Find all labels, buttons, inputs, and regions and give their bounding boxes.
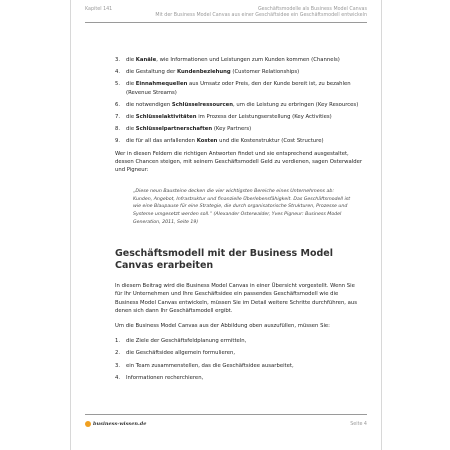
body-paragraph: In diesem Beitrag wird die Business Model Canvas in einer Übersicht vorgestellt. Wenn Sie für Ihr Unternehmen und Ihre Geschäftsidee ein passendes Geschäftsmodell wie die Business Model Canvas entwickeln, müssen Sie im Detail weitere Schritte durchführen, aus denen sich dann Ihr Geschäftsmodell ergibt. — [115, 283, 358, 314]
header-chapter: Kapitel 141 — [85, 7, 113, 12]
page-content — [115, 56, 363, 386]
list-item — [115, 137, 363, 145]
list-text: die Gestaltung der Kundenbeziehung (Customer Relationships) — [126, 69, 300, 76]
list-text: die Ziele der Geschäftsfeldplanung ermitteln, — [126, 338, 247, 345]
list-number: 1. — [115, 338, 121, 345]
building-blocks-list — [115, 56, 363, 146]
footer-divider — [85, 414, 367, 415]
header-title: Geschäftsmodelle als Business Model Canvas — [257, 7, 367, 12]
list-text: die Schlüsselpartnerschaften (Key Partners) — [126, 126, 252, 133]
list-item — [115, 113, 363, 121]
intro-paragraph: Wer in diesen Feldern die richtigen Antworten findet und sie entsprechend ausgestaltet, dessen Chancen steigen, mit seinem Geschäftsmodell Geld zu verdienen, sagen Osterwalder und Pigneur: — [115, 150, 363, 174]
list-text: die Einnahmequellen aus Umsatz oder Preis, den der Kunde bereit ist, zu bezahlen (Revenue Streams) — [126, 81, 351, 96]
list-text: die Schlüsselaktivitäten im Prozess der Leistungserstellung (Key Activities) — [126, 114, 332, 121]
list-item — [115, 80, 363, 96]
list-number: 5. — [115, 81, 121, 88]
list-item — [115, 349, 363, 357]
list-item — [115, 337, 363, 345]
site-logo[interactable] — [85, 421, 146, 427]
citation-quote: „Diese neun Bausteine decken die vier wichtigsten Bereiche eines Unternehmens ab: Kunden, Angebot, Infrastruktur und finanzielle Überlebensfähigkeit. Das Geschäftsmodell ist wie eine Blaupause für eine Strategie, die durch organisatorische Strukturen, Prozesse und Systeme umgesetzt werden soll.“ (Alexander Osterwalder, Yves Pigneur: Business Model Generation, 2011, Seite 19) — [133, 189, 351, 225]
list-number: 6. — [115, 101, 121, 108]
list-item — [115, 362, 363, 370]
list-text: die Kanäle, wie Informationen und Leistungen zum Kunden kommen (Channels) — [126, 57, 340, 63]
list-number: 4. — [115, 374, 121, 381]
list-item — [115, 101, 363, 109]
page-footer — [85, 421, 367, 427]
document-page — [70, 0, 382, 450]
body-paragraph: Um die Business Model Canvas aus der Abbildung oben auszufüllen, müssen Sie: — [115, 323, 330, 330]
list-item — [115, 125, 363, 133]
list-number: 3. — [115, 57, 121, 63]
list-item — [115, 374, 363, 382]
logo-dot-icon — [85, 421, 91, 427]
page-number: Seite 4 — [350, 421, 367, 427]
list-text: ein Team zusammenstellen, das die Geschäftsidee ausarbeitet, — [126, 362, 294, 369]
steps-list — [115, 337, 363, 382]
logo-text: business-wissen.de — [93, 421, 147, 427]
page-header — [85, 7, 367, 19]
list-number: 4. — [115, 69, 121, 76]
list-text: die für all das anfallenden Kosten und die Kostenstruktur (Cost Structure) — [126, 138, 324, 145]
list-item — [115, 68, 363, 76]
list-text: die Geschäftsidee allgemein formulieren, — [126, 350, 236, 357]
list-item — [115, 56, 363, 64]
header-subtitle: Mit der Business Model Canvas aus einer Geschäftsidee ein Geschäftsmodell entwickeln — [155, 13, 367, 18]
list-number: 7. — [115, 114, 121, 121]
list-number: 2. — [115, 350, 121, 357]
list-number: 8. — [115, 126, 121, 133]
list-number: 9. — [115, 138, 121, 145]
list-text: die notwendigen Schlüsselressourcen, um die Leistung zu erbringen (Key Resources) — [126, 101, 359, 108]
header-divider — [85, 22, 367, 23]
list-text: Informationen recherchieren, — [126, 374, 204, 381]
section-heading: Geschäftsmodell mit der Business Model Canvas erarbeiten — [115, 248, 333, 272]
list-number: 3. — [115, 362, 121, 369]
